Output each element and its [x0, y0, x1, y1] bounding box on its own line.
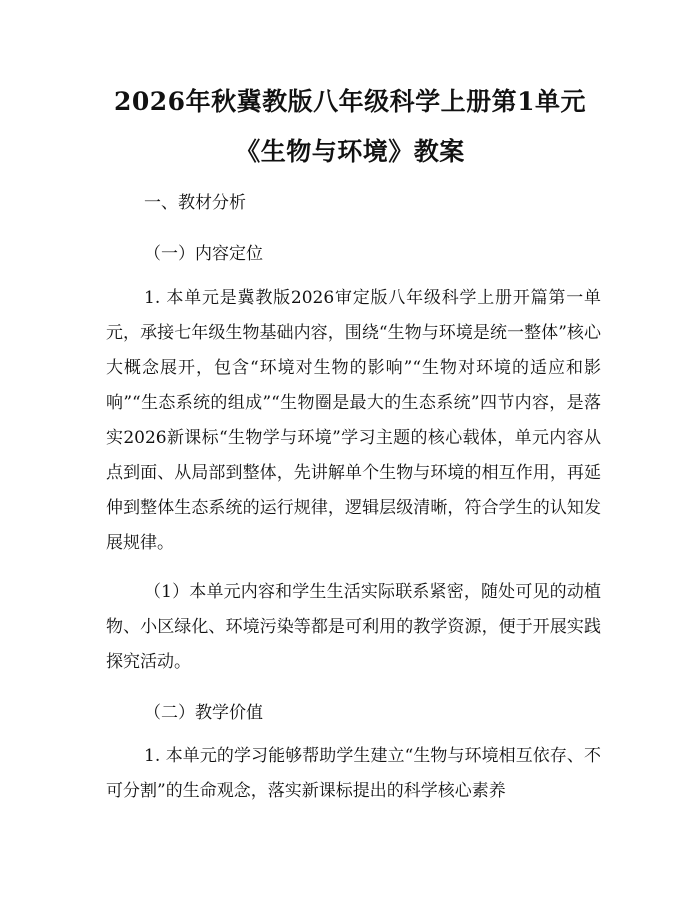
subsection-heading-content-positioning: （一）内容定位 [144, 244, 263, 264]
document-title-line-2: 《生物与环境》教案 [235, 137, 465, 166]
section-heading-teaching-material-analysis: 一、教材分析 [144, 193, 246, 213]
paragraph-content-positioning-1: 1. 本单元是冀教版2026审定版八年级科学上册开篇第一单元，承接七年级生物基础内容，围绕“生物与环境是统一整体”核心大概念展开，包含“环境对生物的影响”“生物对环境的适应和影响”“生态系统的组成”“生物圈是最大的生态系统”四节内容，是落实2026新课标“生物学与环境”学习主题的核心载体，单元内容从点到面、从局部到整体，先讲解单个生物与环境的相互作用，再延伸到整体生态系统的运行规律，逻辑层级清晰，符合学生的认知发展规律。 [106, 288, 601, 553]
document-title-line-1: 2026年秋冀教版八年级科学上册第1单元 [114, 87, 586, 116]
subsection-heading-teaching-value: （二）教学价值 [144, 703, 263, 723]
paragraph-teaching-value-1: 1. 本单元的学习能够帮助学生建立“生物与环境相互依存、不可分割”的生命观念，落实新课标提出的科学核心素养 [106, 746, 601, 801]
paragraph-content-positioning-2: （1）本单元内容和学生生活实际联系紧密，随处可见的动植物、小区绿化、环境污染等都是可利用的教学资源，便于开展实践探究活动。 [106, 582, 601, 672]
